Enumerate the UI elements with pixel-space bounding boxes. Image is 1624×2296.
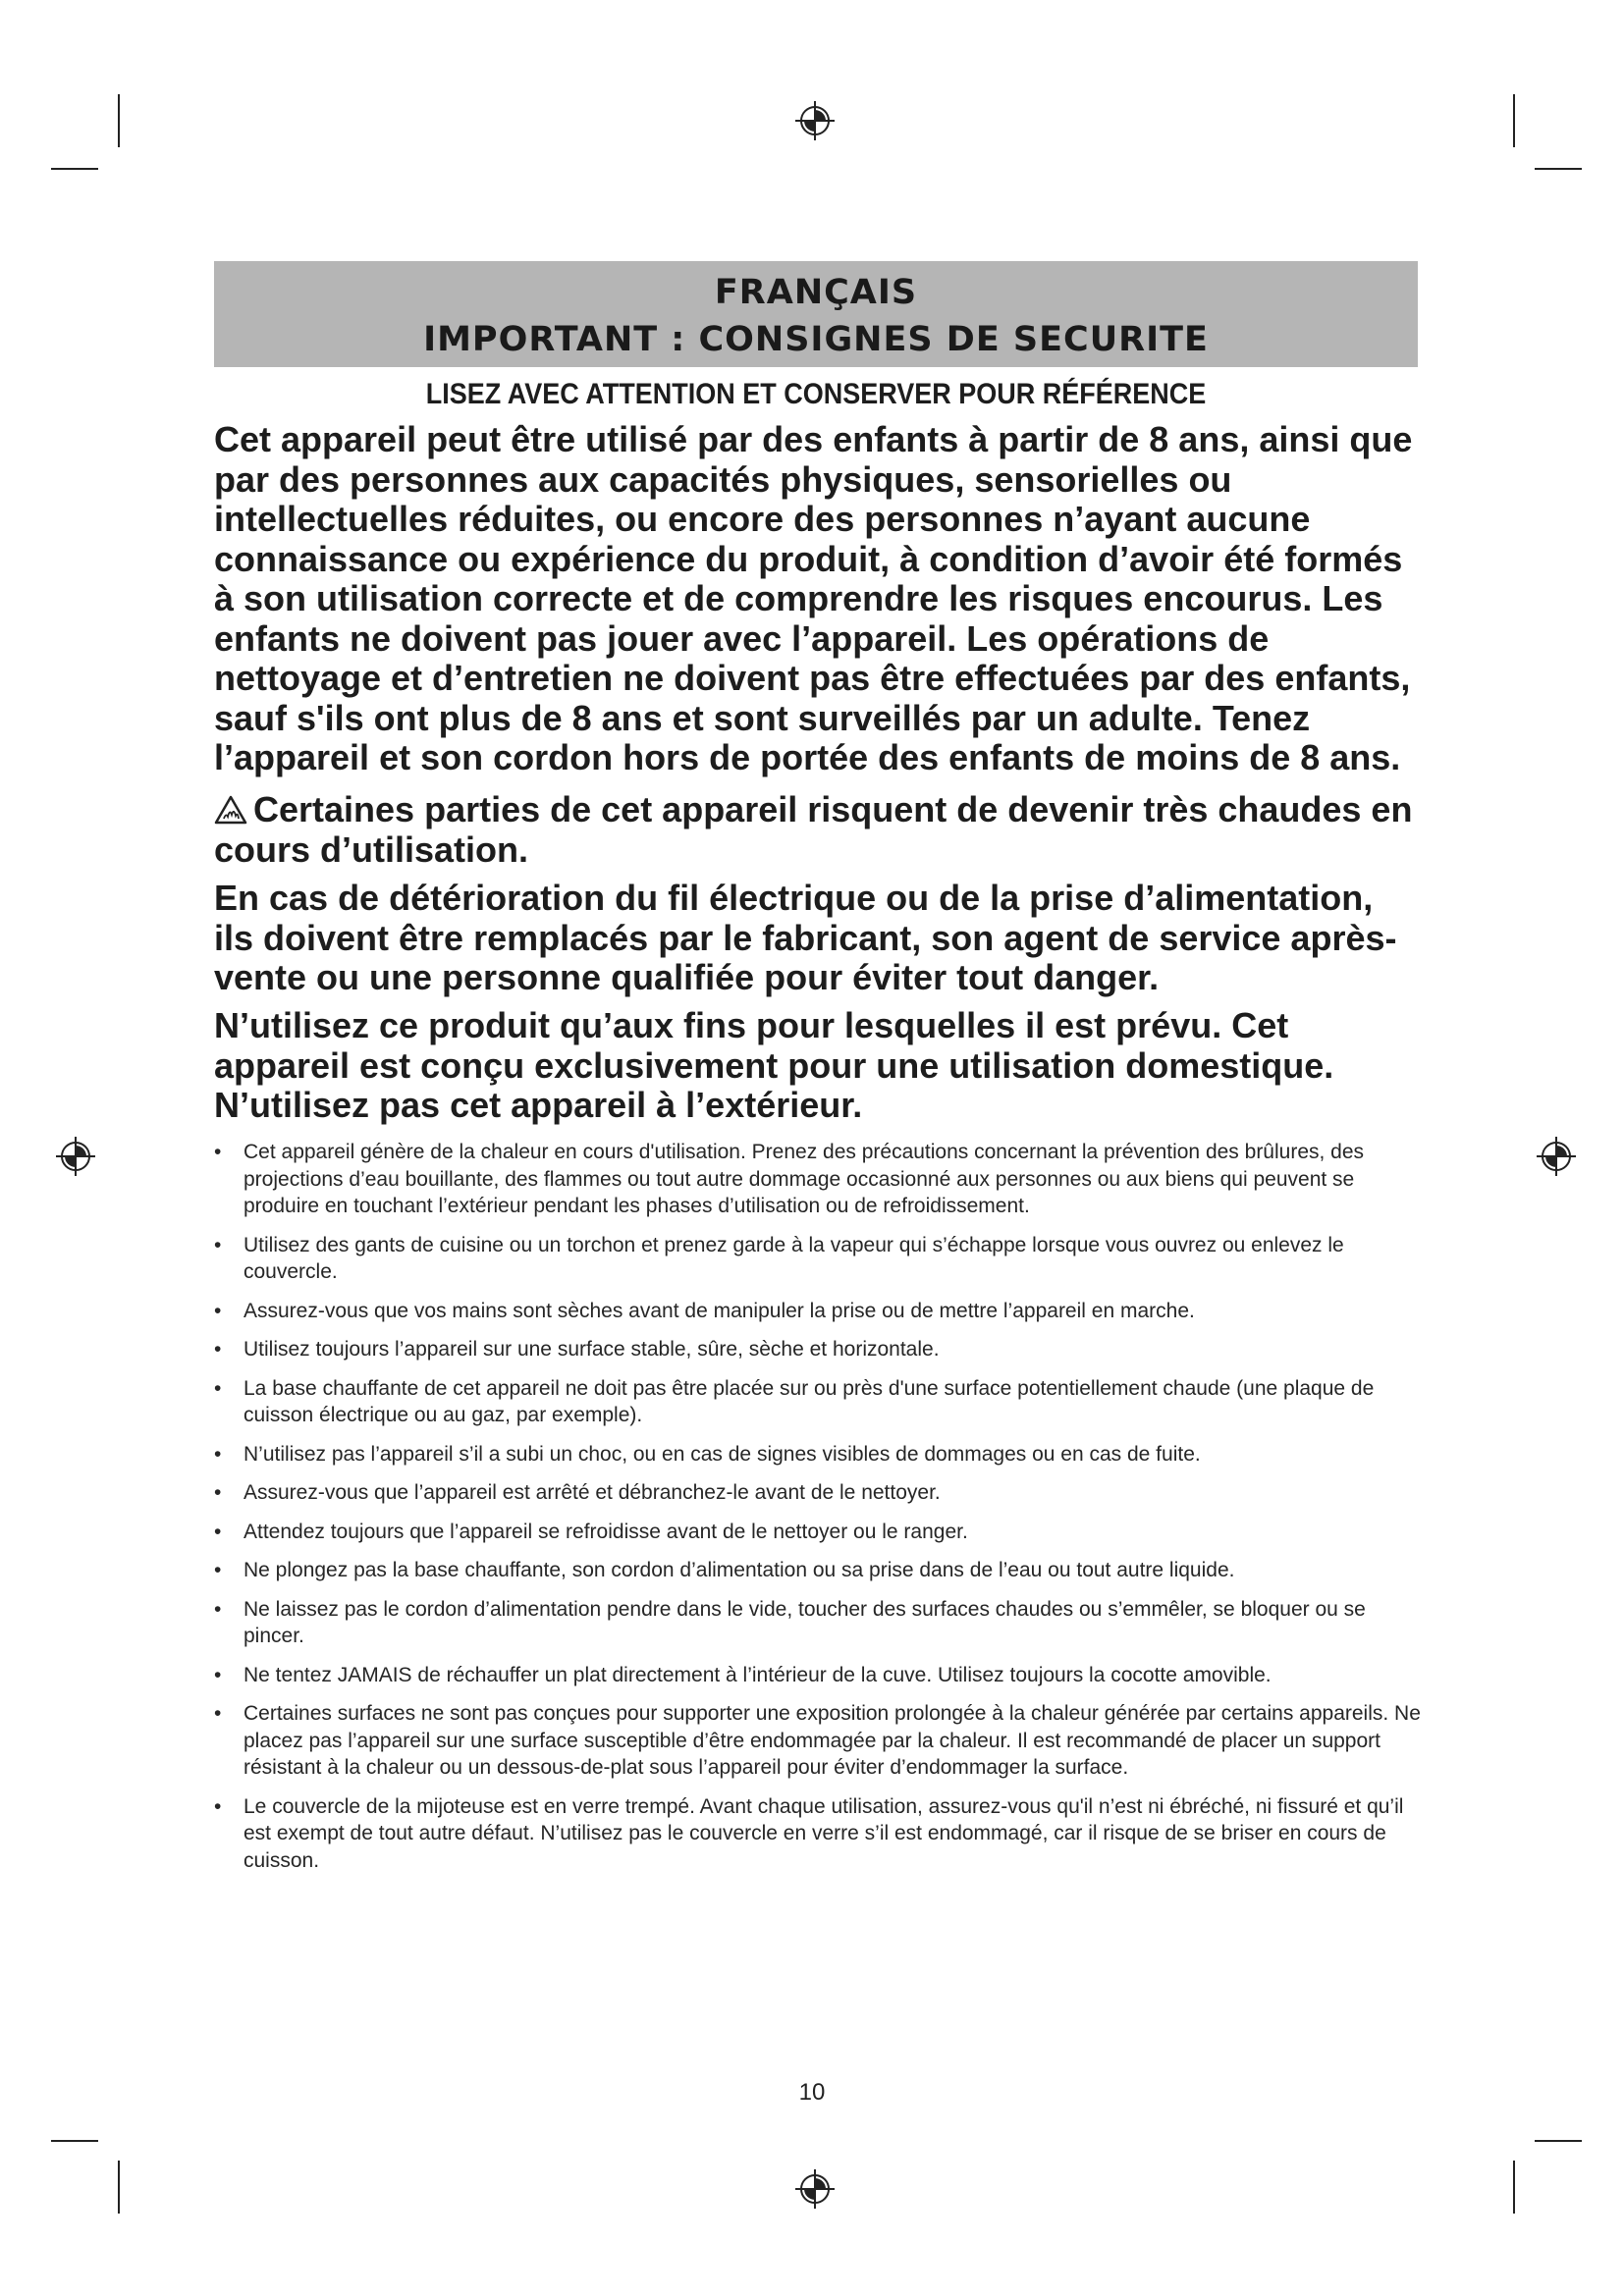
list-item: • Utilisez des gants de cuisine ou un torchon et prenez garde à la vapeur qui s’échappe lorsque vous ouvrez ou enlevez le couvercle.	[214, 1232, 1422, 1286]
list-item: • La base chauffante de cet appareil ne doit pas être placée sur ou près d'une surface potentiellement chaude (une plaque de cuisson électrique ou au gaz, par exemple).	[214, 1375, 1422, 1429]
warning-paragraph-children: Cet appareil peut être utilisé par des enfants à partir de 8 ans, ainsi que par des personnes aux capacités physiques, sensorielles ou intellectuelles réduites, ou encore des personnes n’ayant aucune connaissance ou expérience du produit, à condition d’avoir été formés à son utilisation correcte et de comprendre les risques encourus. Les enfants ne doivent pas jouer avec l’appareil. Les opérations de nettoyage et d’entretien ne doivent pas être effectuées par des enfants, sauf s'ils ont plus de 8 ans et sont surveillés par un adulte. Tenez l’appareil et son cordon hors de portée des enfants de moins de 8 ans.	[214, 419, 1413, 777]
list-item: • Assurez-vous que l’appareil est arrêté et débranchez-le avant de le nettoyer.	[214, 1479, 1422, 1507]
page-number: 10	[798, 2079, 826, 2106]
registration-mark-icon	[793, 99, 837, 142]
list-item: • Assurez-vous que vos mains sont sèches avant de manipuler la prise ou de mettre l’appareil en marche.	[214, 1298, 1422, 1325]
list-item: • Ne plongez pas la base chauffante, son cordon d’alimentation ou sa prise dans de l’eau ou tout autre liquide.	[214, 1557, 1422, 1584]
warning-triangle-icon	[214, 795, 247, 825]
safety-bullet-list	[214, 1139, 1422, 1886]
crop-mark-top-right-vertical	[1513, 94, 1515, 147]
crop-mark-top-right-horizontal	[1535, 168, 1582, 170]
subheading: LISEZ AVEC ATTENTION ET CONSERVER POUR RÉFÉRENCE	[425, 378, 1207, 410]
warning-paragraph-cord: En cas de détérioration du fil électrique ou de la prise d’alimentation, ils doivent être remplacés par le fabricant, son agent de service après-vente ou une personne qualifiée pour éviter tout danger.	[214, 878, 1397, 997]
crop-mark-bottom-right-vertical	[1513, 2161, 1515, 2214]
registration-mark-icon	[793, 2167, 837, 2211]
list-item: • Attendez toujours que l’appareil se refroidisse avant de le nettoyer ou le ranger.	[214, 1519, 1422, 1546]
crop-mark-top-left-vertical	[118, 94, 120, 147]
warning-hot-parts-text: Certaines parties de cet appareil risquent de devenir très chaudes en cours d’utilisation.	[214, 789, 1413, 870]
list-item: • N’utilisez pas l’appareil s’il a subi un choc, ou en cas de signes visibles de dommages ou en cas de fuite.	[214, 1441, 1422, 1468]
list-item: • Ne laissez pas le cordon d’alimentation pendre dans le vide, toucher des surfaces chaudes ou s’emmêler, se bloquer ou se pincer.	[214, 1596, 1422, 1650]
section-header	[214, 261, 1418, 367]
list-item: • Cet appareil génère de la chaleur en cours d'utilisation. Prenez des précautions concernant la prévention des brûlures, des projections d’eau bouillante, des flammes ou tout autre dommage occasionné aux personnes ou aux biens qui peuvent se produire en touchant l’extérieur pendant les phases d’utilisation ou de refroidissement.	[214, 1139, 1422, 1220]
crop-mark-bottom-left-horizontal	[51, 2140, 98, 2142]
list-item: • Ne tentez JAMAIS de réchauffer un plat directement à l’intérieur de la cuve. Utilisez toujours la cocotte amovible.	[214, 1662, 1422, 1689]
list-item: • Certaines surfaces ne sont pas conçues pour supporter une exposition prolongée à la chaleur générée par certains appareils. Ne placez pas l’appareil sur une surface susceptible d’être endommagée par la chaleur. Il est recommandé de placer un support résistant à la chaleur ou un dessous-de-plat sous l’appareil pour éviter d’endommager la surface.	[214, 1700, 1422, 1782]
crop-mark-bottom-left-vertical	[118, 2161, 120, 2214]
warning-paragraph-hot-parts	[214, 790, 1418, 870]
registration-mark-icon	[54, 1135, 97, 1178]
crop-mark-bottom-right-horizontal	[1535, 2140, 1582, 2142]
list-item: • Le couvercle de la mijoteuse est en verre trempé. Avant chaque utilisation, assurez-vous qu'il n’est ni ébréché, ni fissuré et qu’il est exempt de tout autre défaut. N’utilisez pas le couvercle en verre s’il est endommagé, car il risque de se briser en cours de cuisson.	[214, 1793, 1422, 1875]
crop-mark-top-left-horizontal	[51, 168, 98, 170]
list-item: • Utilisez toujours l’appareil sur une surface stable, sûre, sèche et horizontale.	[214, 1336, 1422, 1363]
registration-mark-icon	[1535, 1135, 1578, 1178]
warning-paragraph-usage: N’utilisez ce produit qu’aux fins pour lesquelles il est prévu. Cet appareil est conçu exclusivement pour une utilisation domestique. N’utilisez pas cet appareil à l’extérieur.	[214, 1005, 1334, 1125]
language-title: FRANÇAIS	[714, 273, 918, 312]
page-title: IMPORTANT : CONSIGNES DE SECURITE	[423, 320, 1209, 359]
